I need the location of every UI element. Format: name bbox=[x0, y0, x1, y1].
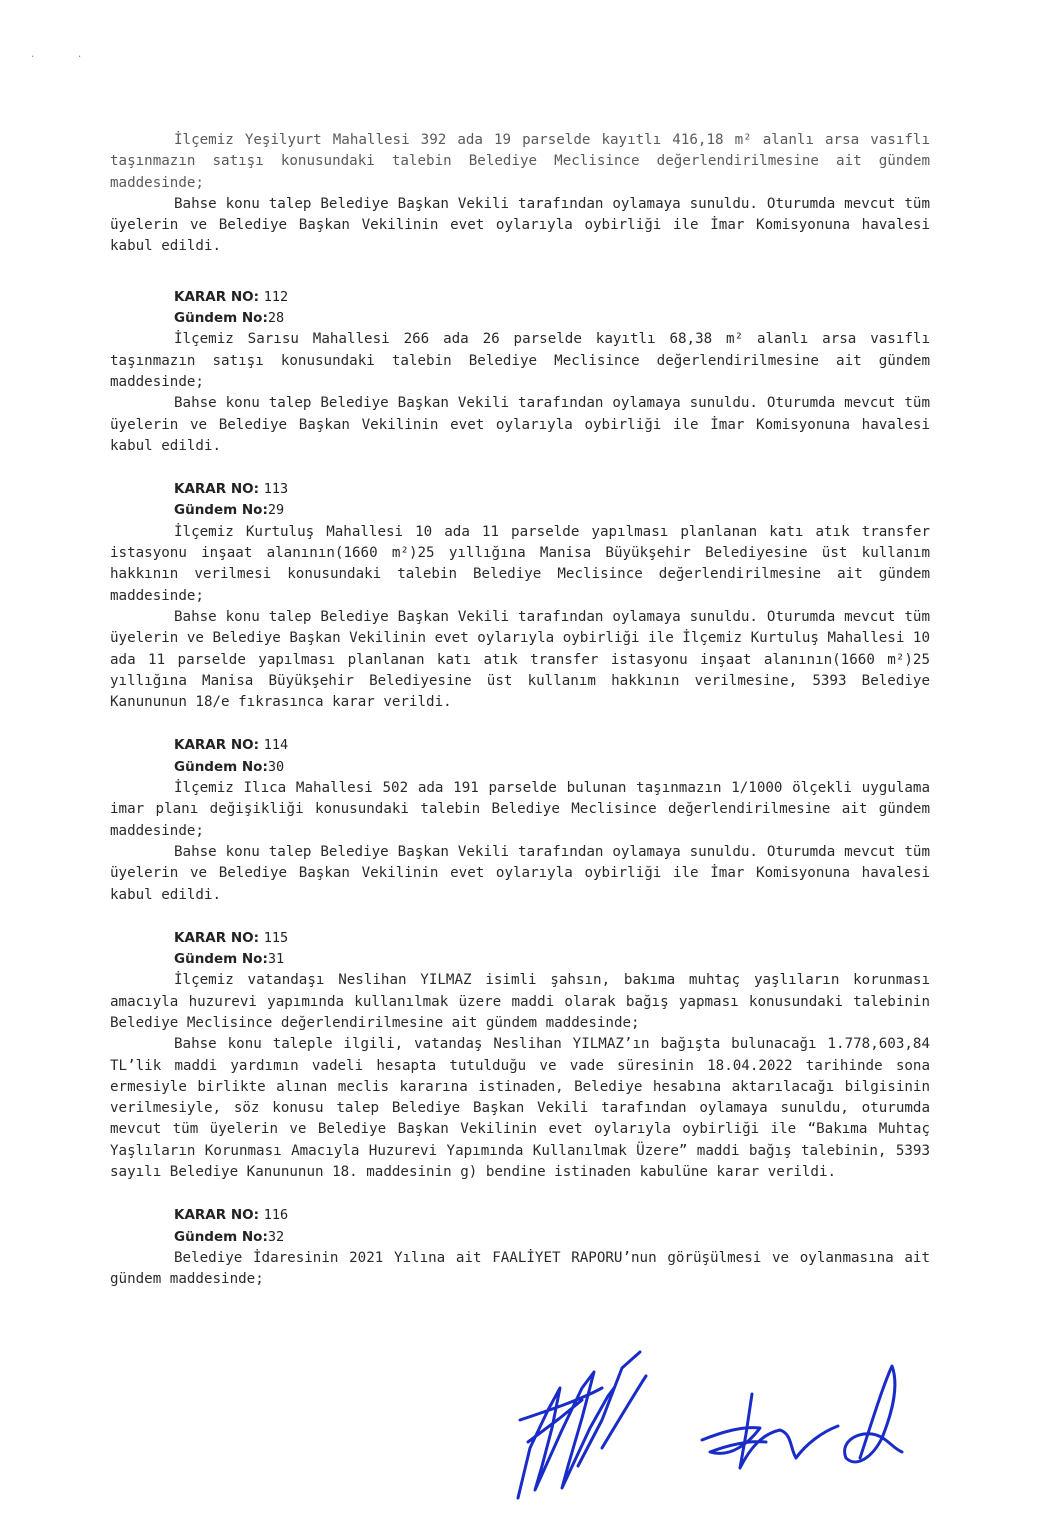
decision-block-112 bbox=[110, 287, 930, 457]
decision-paragraph-1: İlçemiz vatandaşı Neslihan YILMAZ isimli şahsın, bakıma muhtaç yaşlıların korunması amacıyla huzurevi yapımında kullanılmak üzere maddi olarak bağış yapması konusundaki talebinin Belediye Meclisince değerlendirilmesine ait gündem maddesinde; bbox=[110, 972, 930, 1031]
decision-paragraph-1: İlçemiz Sarısu Mahallesi 266 ada 26 parselde kayıtlı 68,38 m² alanlı arsa vasıflı taşınmazın satışı konusundaki talebin Belediye Meclisince değerlendirilmesine ait gündem maddesinde; bbox=[110, 331, 930, 390]
gundem-no-value: 28 bbox=[267, 310, 285, 327]
decision-paragraph-1: Belediye İdaresinin 2021 Yılına ait FAALİYET RAPORU’nun görüşülmesi ve oylanmasına ait gündem maddesinde; bbox=[110, 1249, 930, 1288]
karar-no-heading bbox=[174, 928, 930, 949]
karar-no-label: KARAR NO: bbox=[174, 288, 260, 305]
decision-block-116 bbox=[110, 1205, 930, 1290]
gundem-no-heading bbox=[174, 1227, 930, 1248]
karar-no-label: KARAR NO: bbox=[174, 1207, 260, 1224]
decision-paragraph-1: İlçemiz Ilıca Mahallesi 502 ada 191 parselde bulunan taşınmazın 1/1000 ölçekli uygulama imar planı değişikliği konusundaki talebin Belediye Meclisince değerlendirilmesine ait gündem maddesinde; bbox=[110, 780, 930, 839]
signature-1-icon bbox=[518, 1352, 646, 1498]
gundem-no-label: Gündem No: bbox=[174, 1228, 268, 1245]
karar-no-value: 112 bbox=[263, 288, 289, 305]
karar-no-heading bbox=[174, 479, 930, 500]
karar-no-heading bbox=[174, 1205, 930, 1226]
decision-block-115 bbox=[110, 928, 930, 1184]
gundem-no-value: 30 bbox=[267, 758, 285, 775]
signature-2-icon bbox=[702, 1394, 838, 1468]
decision-paragraph-2: Bahse konu talep Belediye Başkan Vekili tarafından oylamaya sunuldu. Oturumda mevcut tüm üyelerin ve Belediye Başkan Vekilinin evet oylarıyla oybirliği ile İmar Komisyonuna havalesi kabul edildi. bbox=[110, 843, 930, 903]
gundem-no-value: 31 bbox=[267, 951, 285, 968]
corner-marks: . . bbox=[30, 50, 101, 60]
gundem-no-value: 32 bbox=[267, 1228, 285, 1245]
karar-no-value: 114 bbox=[263, 737, 289, 754]
document-body bbox=[110, 130, 930, 1291]
signatures-area bbox=[490, 1348, 950, 1518]
intro-paragraph-1: İlçemiz Yeşilyurt Mahallesi 392 ada 19 parselde kayıtlı 416,18 m² alanlı arsa vasıflı taşınmazın satışı konusundaki talebin Belediye Meclisince değerlendirilmesine ait gündem maddesinde; bbox=[110, 132, 930, 191]
gundem-no-label: Gündem No: bbox=[174, 310, 268, 327]
karar-no-value: 113 bbox=[263, 481, 289, 498]
gundem-no-label: Gündem No: bbox=[174, 951, 268, 968]
karar-no-value: 116 bbox=[263, 1207, 289, 1224]
gundem-no-label: Gündem No: bbox=[174, 502, 268, 519]
gundem-no-heading bbox=[174, 308, 930, 329]
gundem-no-label: Gündem No: bbox=[174, 758, 268, 775]
karar-no-label: KARAR NO: bbox=[174, 481, 260, 498]
karar-no-label: KARAR NO: bbox=[174, 929, 260, 946]
decision-paragraph-2: Bahse konu taleple ilgili, vatandaş Neslihan YILMAZ’ın bağışta bulunacağı 1.778,603,84 TL’lik maddi yardımın vadeli hesapta tutulduğu ve vade süresinin 18.04.2022 tarihinde sona ermesiyle birlikte alınan meclis kararına istinaden, Belediye hesabına aktarılacağı bilgisinin verilmesiyle, söz konusu talep Belediye Başkan Vekili tarafından oylamaya sunuldu, oturumda mevcut tüm üyelerin ve Belediye Başkan Vekilinin evet oylarıyla oybirliği ile “Bakıma Muhtaç Yaşlıların Korunması Amacıyla Huzurevi Yapımında Kullanılmak Üzere” maddi bağış talebinin, 5393 sayılı Belediye Kanununun 18. maddesinin g) bendine istinaden kabulüne karar verildi. bbox=[110, 1036, 930, 1181]
signature-3-icon bbox=[845, 1366, 902, 1462]
intro-paragraph-2: Bahse konu talep Belediye Başkan Vekili tarafından oylamaya sunuldu. Oturumda mevcut tüm üyelerin ve Belediye Başkan Vekilinin evet oylarıyla oybirliği ile İmar Komisyonuna havalesi kabul edildi. bbox=[110, 195, 930, 255]
intro-section bbox=[110, 130, 930, 258]
gundem-no-heading bbox=[174, 757, 930, 778]
decision-block-113 bbox=[110, 479, 930, 713]
decision-paragraph-2: Bahse konu talep Belediye Başkan Vekili tarafından oylamaya sunuldu. Oturumda mevcut tüm üyelerin ve Belediye Başkan Vekilinin evet oylarıyla oybirliği ile İlçemiz Kurtuluş Mahallesi 10 ada 11 parselde yapılması planlanan katı atık transfer istasyonu inşaat alanının(1660 m²)25 yıllığına Manisa Büyükşehir Belediyesine üst kullanım hakkının verilmesine, 5393 Belediye Kanununun 18/e fıkrasınca karar verildi. bbox=[110, 608, 930, 711]
decision-paragraph-1: İlçemiz Kurtuluş Mahallesi 10 ada 11 parselde yapılması planlanan katı atık transfer istasyonu inşaat alanının(1660 m²)25 yıllığına Manisa Büyükşehir Belediyesine üst kullanım hakkının verilmesi konusundaki talebin Belediye Meclisince değerlendirilmesine ait gündem maddesinde; bbox=[110, 523, 930, 604]
karar-no-heading bbox=[174, 735, 930, 756]
gundem-no-value: 29 bbox=[267, 502, 285, 519]
gundem-no-heading bbox=[174, 949, 930, 970]
decision-block-114 bbox=[110, 735, 930, 905]
decision-paragraph-2: Bahse konu talep Belediye Başkan Vekili tarafından oylamaya sunuldu. Oturumda mevcut tüm üyelerin ve Belediye Başkan Vekilinin evet oylarıyla oybirliği ile İmar Komisyonuna havalesi kabul edildi. bbox=[110, 395, 930, 454]
karar-no-label: KARAR NO: bbox=[174, 737, 260, 754]
gundem-no-heading bbox=[174, 500, 930, 521]
karar-no-value: 115 bbox=[263, 929, 289, 946]
karar-no-heading bbox=[174, 287, 930, 308]
